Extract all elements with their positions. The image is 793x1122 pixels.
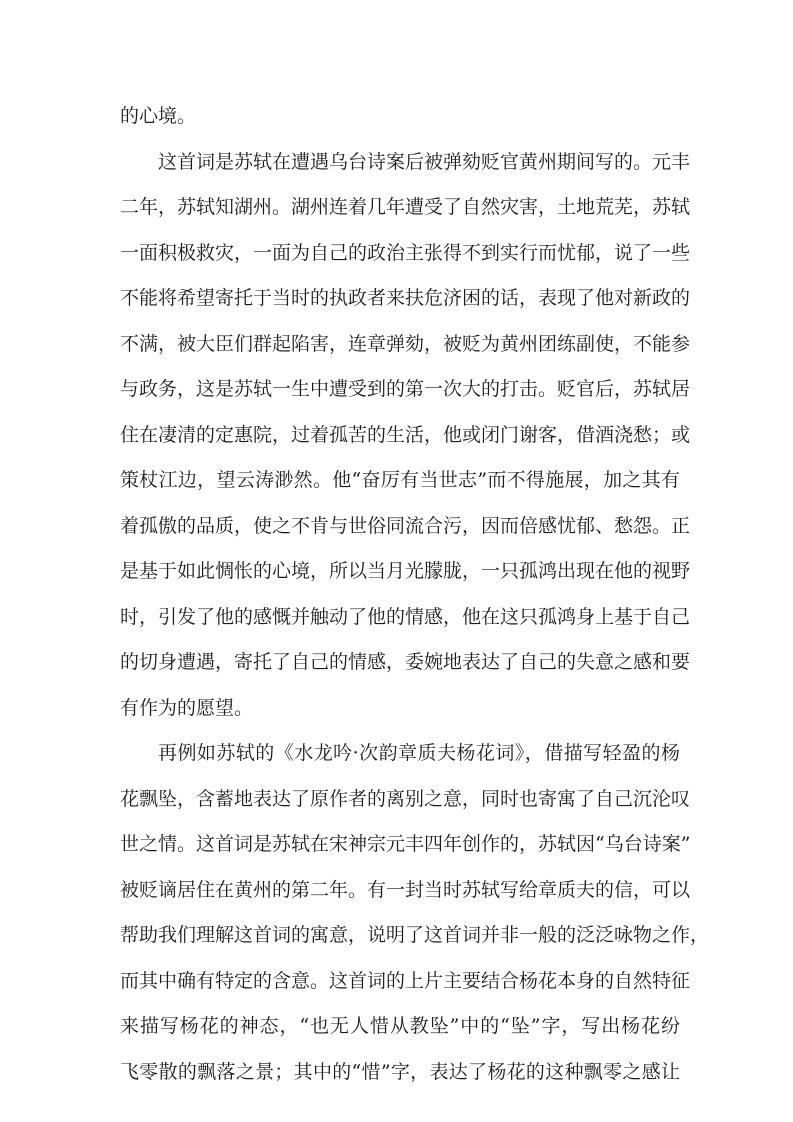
text-line: 来描写杨花的神态，“也无人惜从教坠”中的“坠”字，写出杨花纷 xyxy=(120,1015,680,1037)
text-line: 二年，苏轼知湖州。湖州连着几年遭受了自然灾害，土地荒芜，苏轼 xyxy=(120,196,691,218)
text-line: 被贬谪居住在黄州的第二年。有一封当时苏轼写给章质夫的信，可以 xyxy=(120,878,691,901)
text-line: 策杖江边，望云涛渺然。他“奋厉有当世志”而不得施展，加之其有 xyxy=(120,469,680,491)
text-line: 帮助我们理解这首词的寓意，说明了这首词并非一般的泛泛咏物之作， xyxy=(120,924,710,946)
text-line: 的切身遭遇，寄托了自己的情感，委婉地表达了自己的失意之感和要 xyxy=(120,651,691,673)
text-line: 有作为的愿望。 xyxy=(120,696,254,719)
paragraph-start-line: 这首词是苏轼在遭遇乌台诗案后被弹劾贬官黄州期间写的。元丰 xyxy=(158,150,691,173)
text-line: 的心境。 xyxy=(120,105,197,127)
paragraph-start-line: 再例如苏轼的《水龙吟·次韵章质夫杨花词》，借描写轻盈的杨 xyxy=(158,742,680,764)
text-line: 花飘坠，含蓄地表达了原作者的离别之意，同时也寄寓了自己沉沦叹 xyxy=(120,787,691,810)
text-line: 住在凄清的定惠院，过着孤苦的生活，他或闭门谢客，借酒浇愁；或 xyxy=(120,423,691,446)
text-line: 不满，被大臣们群起陷害，连章弹劾，被贬为黄州团练副使，不能参 xyxy=(120,332,691,355)
text-line: 着孤傲的品质，使之不肯与世俗同流合污，因而倍感忧郁、愁怨。正 xyxy=(120,514,691,537)
body-text xyxy=(120,94,710,1095)
text-line: 世之情。这首词是苏轼在宋神宗元丰四年创作的，苏轼因“乌台诗案” xyxy=(120,833,691,855)
text-line: 是基于如此惆怅的心境，所以当月光朦胧，一只孤鸿出现在他的视野 xyxy=(120,560,691,582)
text-line: 与政务，这是苏轼一生中遭受到的第一次大的打击。贬官后，苏轼居 xyxy=(120,378,691,400)
text-line: 时，引发了他的感慨并触动了他的情感，他在这只孤鸿身上基于自己 xyxy=(120,605,691,628)
text-line: 而其中确有特定的含意。这首词的上片主要结合杨花本身的自然特征 xyxy=(120,969,691,992)
text-line: 不能将希望寄托于当时的执政者来扶危济困的话，表现了他对新政的 xyxy=(120,287,691,309)
text-line: 一面积极救灾，一面为自己的政治主张得不到实行而忧郁，说了一些 xyxy=(120,241,691,264)
text-line: 飞零散的飘落之景；其中的“惜”字，表达了杨花的这种飘零之感让 xyxy=(120,1060,680,1083)
